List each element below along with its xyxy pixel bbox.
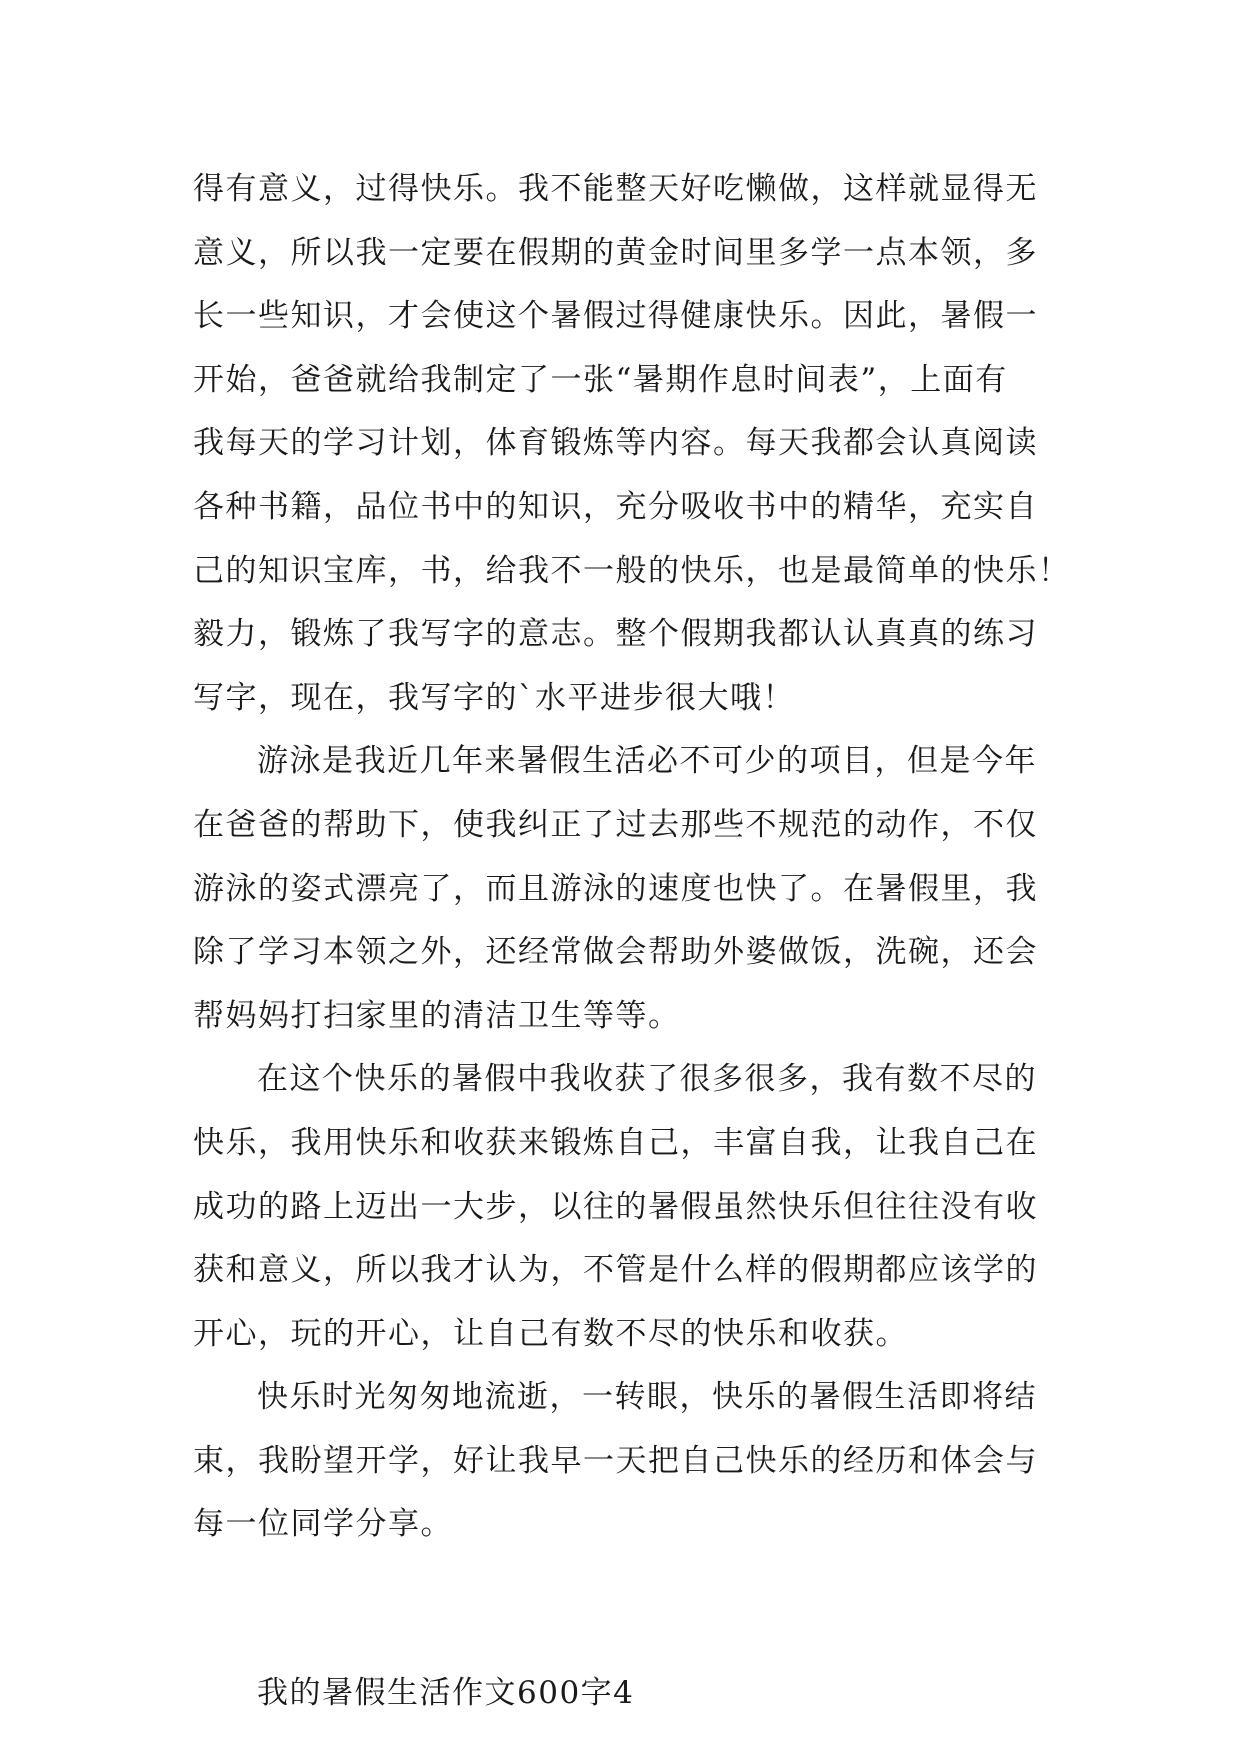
text-line: 游泳的姿式漂亮了，而且游泳的速度也快了。在暑假里，我: [193, 870, 1038, 907]
text-line: 除了学习本领之外，还经常做会帮助外婆做饭，洗碗，还会: [193, 934, 1038, 971]
text-line: 成功的路上迈出一大步，以往的暑假虽然快乐但往往没有收: [193, 1188, 1038, 1225]
paragraph-4: [193, 1366, 1053, 1557]
text-line: 快乐时光匆匆地流逝，一转眼，快乐的暑假生活即将结: [257, 1379, 1037, 1416]
text-line: 获和意义，所以我才认为，不管是什么样的假期都应该学的: [193, 1252, 1038, 1289]
section-heading: 我的暑假生活作文600字4: [257, 1675, 635, 1712]
text-line: 在爸爸的帮助下，使我纠正了过去那些不规范的动作，不仅: [193, 806, 1038, 843]
paragraph-2: [193, 730, 1053, 1048]
text-line: 快乐，我用快乐和收获来锻炼自己，丰富自我，让我自己在: [193, 1124, 1038, 1161]
text-line: 束，我盼望开学，好让我早一天把自己快乐的经历和体会与: [193, 1442, 1038, 1479]
text-line: 开心，玩的开心，让自己有数不尽的快乐和收获。: [193, 1315, 908, 1352]
text-line: 长一些知识，才会使这个暑假过得健康快乐。因此，暑假一: [193, 298, 1038, 335]
article-body: [193, 158, 1071, 1726]
text-line: 我每天的学习计划，体育锻炼等内容。每天我都会认真阅读: [193, 425, 1038, 462]
paragraph-spacer: [193, 1557, 1053, 1662]
text-line: 各种书籍，品位书中的知识，充分吸收书中的精华，充实自: [193, 488, 1038, 525]
text-line: 在这个快乐的暑假中我收获了很多很多，我有数不尽的: [257, 1061, 1037, 1098]
text-line: 得有意义，过得快乐。我不能整天好吃懒做，这样就显得无: [193, 171, 1038, 207]
text-line: 己的知识宝库，书，给我不一般的快乐，也是最简单的快乐！: [193, 552, 1071, 589]
text-line: 游泳是我近几年来暑假生活必不可少的项目，但是今年: [257, 743, 1037, 780]
text-line: 开始，爸爸就给我制定了一张“暑期作息时间表”，上面有: [193, 361, 1008, 398]
paragraph-3: [193, 1048, 1053, 1366]
text-line: 写字，现在，我写字的`水平进步很大哦！: [193, 679, 795, 716]
paragraph-1: [193, 158, 1071, 730]
text-line: 帮妈妈打扫家里的清洁卫生等等。: [193, 997, 681, 1034]
text-line: 每一位同学分享。: [193, 1506, 453, 1543]
text-line: 毅力，锻炼了我写字的意志。整个假期我都认认真真的练习: [193, 616, 1038, 653]
text-line: 意义，所以我一定要在假期的黄金时间里多学一点本领，多: [193, 234, 1038, 271]
